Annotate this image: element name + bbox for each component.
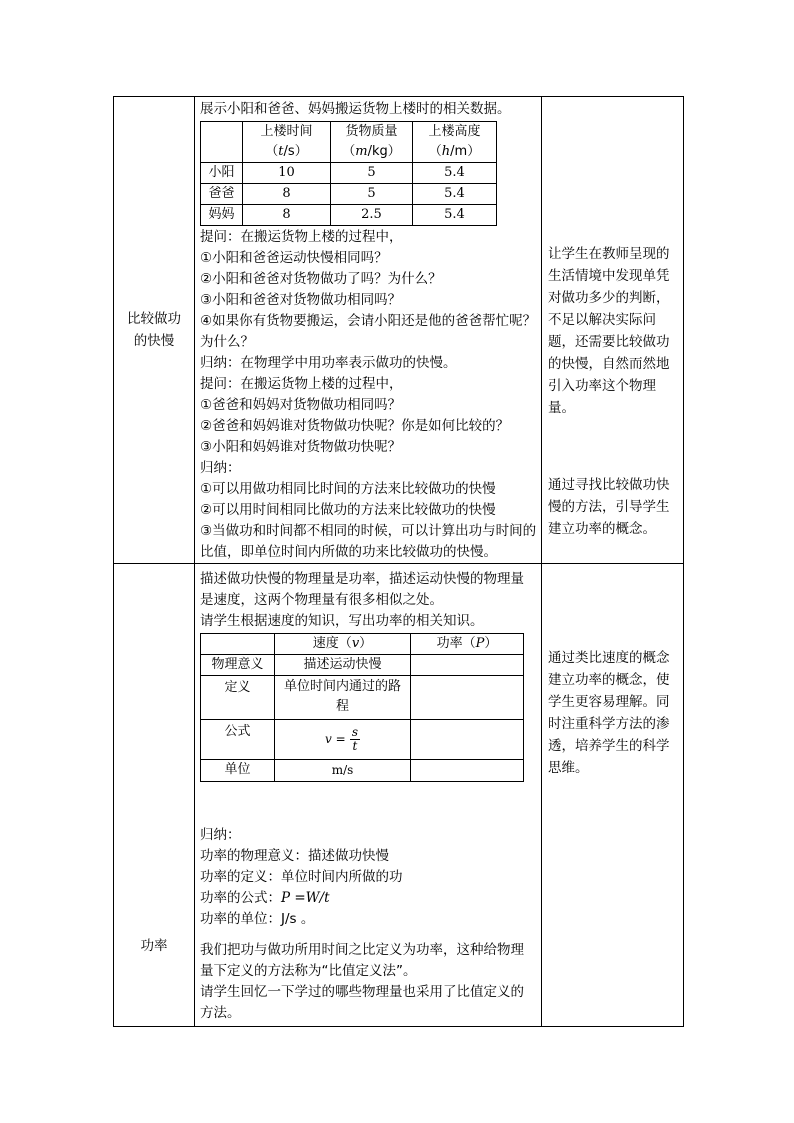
- power-formula: P =W/t: [281, 889, 330, 906]
- header-unit: /m: [450, 144, 468, 159]
- closing-text: 我们把功与做功所用时间之比定义为功率，这种给物理量下定义的方法称为“比值定义法”。: [200, 941, 524, 979]
- data-table-header-row: [201, 122, 497, 163]
- cell-value: 5.4: [413, 184, 497, 205]
- summary-line: ③当做功和时间都不相同的时候，可以计算出功与时间的比值，即单位时间内所做的功来比较做功的快慢。: [200, 523, 537, 560]
- formula-label: 功率的公式：: [200, 889, 281, 906]
- section-label-compare: [114, 97, 195, 564]
- table-row: [201, 719, 524, 759]
- summary-line: ②可以用时间相同比做功的方法来比较做功的快慢: [200, 502, 496, 518]
- header-unit: /kg: [367, 144, 388, 159]
- data-table-corner: [201, 122, 243, 163]
- summary-line: 归纳：: [200, 826, 241, 843]
- question-line: ③小阳和爸爸对货物做功相同吗？: [200, 292, 402, 308]
- speed-cell: 单位时间内通过的路程: [275, 675, 411, 719]
- note-text: 通过寻找比较做功快慢的方法，引导学生建立功率的概念。: [548, 477, 670, 537]
- data-table-header: 货物质量 （m/kg）: [331, 122, 413, 163]
- data-table-header: 上楼时间 （t/s）: [243, 122, 331, 163]
- power-cell: [411, 675, 524, 719]
- formula-line: [200, 888, 537, 909]
- table-row: [201, 654, 524, 675]
- section-content-compare: [195, 97, 542, 564]
- cell-value: 8: [243, 184, 331, 205]
- summary-line: 归纳：在物理学中用功率表示做功的快慢。: [200, 355, 457, 371]
- data-table: [200, 121, 497, 226]
- summary-line: 功率的物理意义：描述做功快慢: [200, 847, 389, 864]
- cell-value: 10: [243, 163, 331, 184]
- header-var: t: [278, 144, 284, 159]
- header-unit: /s: [283, 144, 295, 159]
- summary-line: 功率的单位：J/s 。: [200, 910, 315, 927]
- compare-table-header-row: [201, 633, 524, 654]
- intro-text: 展示小阳和爸爸、妈妈搬运货物上楼时的相关数据。: [200, 101, 511, 117]
- compare-corner: [201, 633, 275, 654]
- question-line: ④如果你有货物要搬运，会请小阳还是他的爸爸帮忙呢？为什么？: [200, 313, 537, 350]
- formula-fraction: [350, 726, 360, 753]
- speed-formula-cell: [275, 719, 411, 759]
- section-notes-power: [542, 564, 684, 1027]
- intro-text: 描述做功快慢的物理量是功率，描述运动快慢的物理量是速度，这两个物理量有很多相似之处。: [200, 570, 524, 608]
- formula-left: v =: [325, 731, 346, 746]
- section-label-power-text: 功率: [140, 938, 168, 954]
- table-row: [201, 675, 524, 719]
- question-line: ①爸爸和妈妈对货物做功相同吗？: [200, 397, 402, 413]
- compare-table: [200, 633, 524, 782]
- section-content-power: [195, 564, 542, 1027]
- question-line: ②爸爸和妈妈谁对货物做功快呢？你是如何比较的？: [200, 418, 510, 434]
- power-cell: [411, 654, 524, 675]
- fraction-denominator: t: [352, 738, 358, 753]
- header-text: ）: [359, 635, 373, 651]
- fraction-numerator: s: [351, 724, 358, 739]
- row-name: 妈妈: [201, 205, 243, 226]
- header-text: 速度（: [312, 635, 352, 651]
- note-text: 让学生在教师呈现的生活情境中发现单凭对做功多少的判断，不足以解决实际问题，还需要比较做功的快慢，自然而然地引入功率这个物理量。: [548, 246, 670, 416]
- note-text: 通过类比速度的概念建立功率的概念，使学生更容易理解。同时注重科学方法的渗透，培养学生的科学思维。: [548, 650, 670, 776]
- section-label-power: [114, 564, 195, 1027]
- lesson-table: [113, 96, 684, 1027]
- speed-cell: 描述运动快慢: [275, 654, 411, 675]
- intro-text: 请学生根据速度的知识，写出功率的相关知识。: [200, 612, 484, 629]
- summary-line: ①可以用做功相同比时间的方法来比较做功的快慢: [200, 481, 496, 497]
- header-main: 上楼时间: [260, 124, 313, 139]
- question-line: ②小阳和爸爸对货物做功了吗？为什么？: [200, 271, 442, 287]
- row-name: 单位: [201, 759, 275, 781]
- header-text: 功率（: [436, 635, 476, 651]
- summary-line: 归纳：: [200, 460, 241, 476]
- row-name: 爸爸: [201, 184, 243, 205]
- header-main: 货物质量: [345, 124, 398, 139]
- header-var: P: [475, 635, 485, 651]
- section-label-compare-text: 比较做功的快慢: [127, 311, 181, 349]
- section-notes-compare: [542, 97, 684, 564]
- header-var: v: [351, 635, 360, 651]
- cell-value: 8: [243, 205, 331, 226]
- cell-value: 5: [331, 184, 413, 205]
- question-line: ①小阳和爸爸运动快慢相同吗？: [200, 250, 388, 266]
- header-main: 上楼高度: [428, 124, 481, 139]
- summary-line: 功率的定义：单位时间内所做的功: [200, 868, 403, 885]
- power-cell: [411, 719, 524, 759]
- section-compare-row: [114, 97, 684, 564]
- table-row: [201, 759, 524, 781]
- row-name: 公式: [201, 719, 275, 759]
- table-row: [201, 205, 497, 226]
- question-line: ③小阳和妈妈谁对货物做功快呢？: [200, 439, 402, 455]
- speed-cell: m/s: [275, 759, 411, 781]
- header-var: h: [441, 144, 451, 159]
- question-line: 提问：在搬运货物上楼的过程中，: [200, 229, 403, 245]
- row-name: 物理意义: [201, 654, 275, 675]
- table-row: [201, 184, 497, 205]
- table-row: [201, 163, 497, 184]
- question-line: 提问：在搬运货物上楼的过程中，: [200, 376, 403, 392]
- compare-header-speed: [275, 633, 411, 654]
- row-name: 定义: [201, 675, 275, 719]
- section-power-row: [114, 564, 684, 1027]
- compare-header-power: [411, 633, 524, 654]
- cell-value: 5.4: [413, 163, 497, 184]
- cell-value: 2.5: [331, 205, 413, 226]
- header-var: m: [355, 144, 368, 159]
- row-name: 小阳: [201, 163, 243, 184]
- cell-value: 5.4: [413, 205, 497, 226]
- cell-value: 5: [331, 163, 413, 184]
- header-text: ）: [484, 635, 498, 651]
- power-cell: [411, 759, 524, 781]
- closing-text: 请学生回忆一下学过的哪些物理量也采用了比值定义的方法。: [200, 983, 524, 1021]
- data-table-header: 上楼高度 （h/m）: [413, 122, 497, 163]
